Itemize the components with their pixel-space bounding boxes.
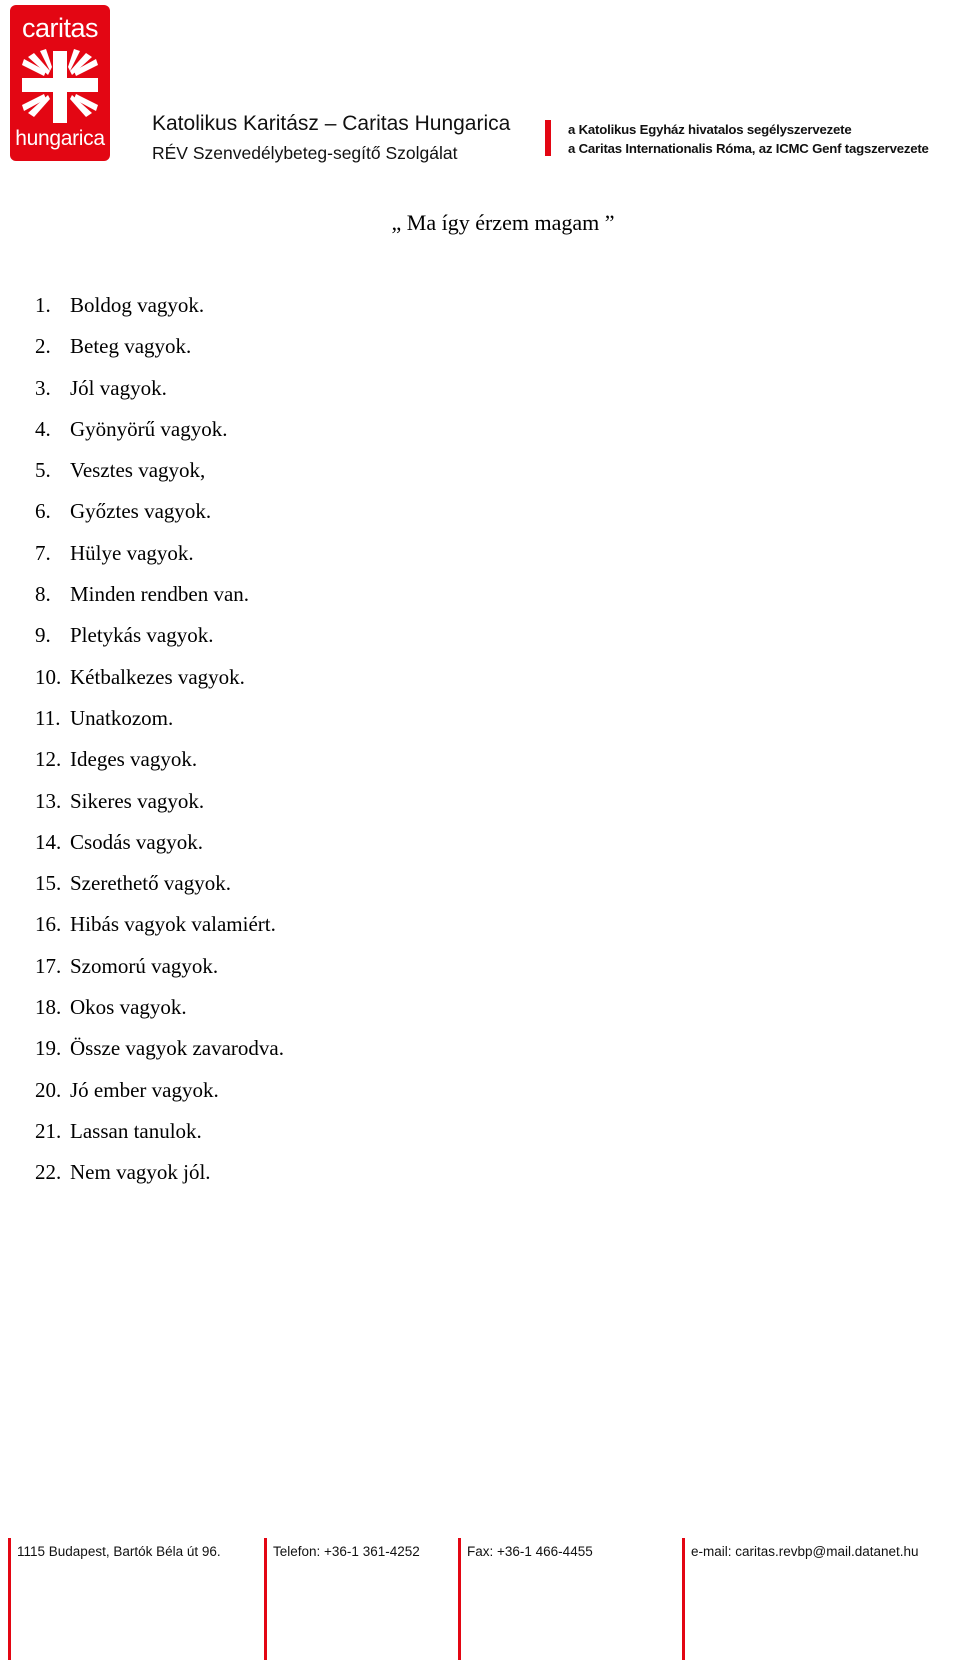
statement-text: Minden rendben van.	[70, 582, 250, 607]
caritas-logo	[10, 5, 110, 161]
statement-number: 20.	[35, 1077, 62, 1102]
document-title: „ Ma így érzem magam ”	[391, 210, 615, 235]
footer-divider	[264, 1538, 267, 1660]
statement-text: Unatkozom.	[70, 705, 174, 730]
statement-number: 3.	[35, 375, 51, 400]
statement-text: Pletykás vagyok.	[70, 623, 214, 648]
footer-divider	[8, 1538, 11, 1660]
footer-phone-text: Telefon: +36-1 361-4252	[273, 1544, 420, 1559]
statement-text: Hibás vagyok valamiért.	[70, 912, 276, 937]
statement-text: Nem vagyok jól.	[70, 1160, 211, 1185]
statement-number: 6.	[35, 499, 51, 524]
footer	[0, 1538, 960, 1660]
statement-number: 5.	[35, 458, 51, 483]
statement-number: 18.	[35, 995, 62, 1020]
statement-number: 10.	[35, 664, 62, 689]
service-name: RÉV Szenvedélybeteg-segítő Szolgálat	[152, 143, 458, 163]
statement-number: 11.	[35, 705, 61, 730]
statement-text: Jó ember vagyok.	[70, 1077, 219, 1102]
statement-text: Sikeres vagyok.	[70, 788, 205, 813]
statement-number: 14.	[35, 829, 62, 854]
statement-number: 8.	[35, 582, 51, 607]
statement-number: 9.	[35, 623, 51, 648]
statement-text: Jól vagyok.	[70, 375, 167, 400]
statement-number: 13.	[35, 788, 62, 813]
statement-number: 19.	[35, 1036, 62, 1061]
statement-text: Vesztes vagyok,	[70, 458, 206, 483]
statement-number: 12.	[35, 747, 62, 772]
logo-top-word: caritas	[21, 13, 99, 43]
caritas-cross-icon	[20, 49, 100, 125]
statement-text: Beteg vagyok.	[70, 334, 192, 359]
statement-number: 21.	[35, 1118, 62, 1143]
footer-divider	[682, 1538, 685, 1660]
affiliation-line-2: a Caritas Internationalis Róma, az ICMC Genf tagszervezete	[568, 141, 929, 156]
organization-name: Katolikus Karitász – Caritas Hungarica	[152, 112, 511, 135]
statement-number: 1.	[35, 293, 51, 317]
statement-text: Gyönyörű vagyok.	[70, 416, 228, 441]
statement-text: Szomorú vagyok.	[70, 953, 219, 978]
statement-number: 15.	[35, 871, 62, 896]
footer-divider	[458, 1538, 461, 1660]
statement-text: Szerethető vagyok.	[70, 871, 231, 896]
statement-text: Csodás vagyok.	[70, 829, 203, 854]
statement-number: 2.	[35, 334, 51, 359]
footer-email-text: e-mail: caritas.revbp@mail.datanet.hu	[691, 1544, 919, 1559]
header-divider	[545, 120, 551, 156]
statement-number: 7.	[35, 540, 51, 565]
footer-address-text: 1115 Budapest, Bartók Béla út 96.	[17, 1544, 221, 1559]
statement-text: Ideges vagyok.	[70, 747, 198, 772]
statement-text: Lassan tanulok.	[70, 1118, 202, 1143]
statement-text: Győztes vagyok.	[70, 499, 212, 524]
statement-number: 22.	[35, 1160, 62, 1185]
statement-text: Boldog vagyok.	[70, 293, 205, 317]
statement-text: Hülye vagyok.	[70, 540, 194, 565]
footer-fax-text: Fax: +36-1 466-4455	[467, 1544, 593, 1559]
statement-text: Össze vagyok zavarodva.	[70, 1036, 284, 1061]
statement-number: 4.	[35, 416, 51, 441]
statement-text: Okos vagyok.	[70, 995, 187, 1020]
statement-text: Kétbalkezes vagyok.	[70, 664, 245, 689]
statement-number: 17.	[35, 953, 62, 978]
logo-bottom-word: hungarica	[15, 127, 105, 150]
document-title-wrap	[0, 210, 960, 236]
affiliation-line-1: a Katolikus Egyház hivatalos segélyszervezete	[568, 122, 852, 137]
statement-number: 16.	[35, 912, 62, 937]
